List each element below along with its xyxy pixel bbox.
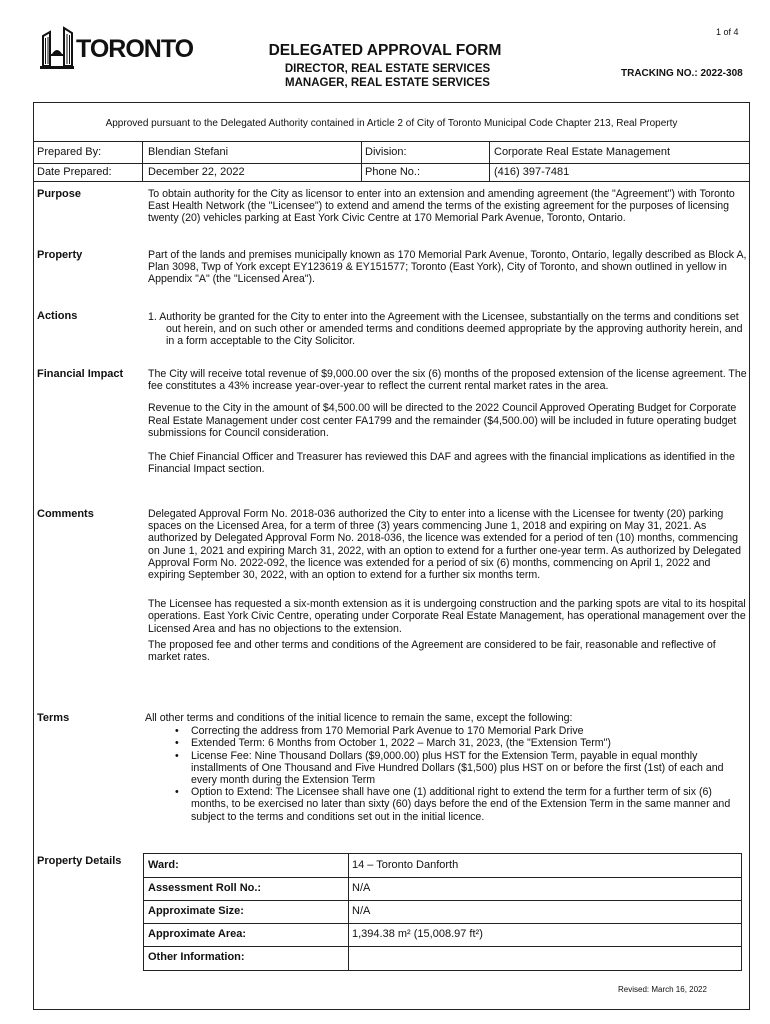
form-title: DELEGATED APPROVAL FORM	[268, 42, 502, 59]
table-row	[144, 854, 741, 877]
date-prepared-value: December 22, 2022	[148, 166, 245, 178]
terms-intro: All other terms and conditions of the initial licence to remain the same, except the following:	[145, 712, 573, 724]
approval-authority-text: Approved pursuant to the Delegated Authority contained in Article 2 of City of Toronto Municipal Code Chapter 213, Real Property	[105, 118, 678, 129]
phone-value: (416) 397-7481	[494, 166, 570, 178]
list-item: • Extended Term: 6 Months from October 1, 2022 – March 31, 2023, (the "Extension Term")	[175, 737, 750, 749]
divider	[142, 141, 143, 181]
divider	[361, 141, 362, 181]
terms-label: Terms	[37, 712, 70, 724]
details-key: Other Information:	[148, 951, 245, 963]
action-item: 1. Authority be granted for the City to enter into the Agreement with the Licensee, substantially on the terms and conditions set out herein, and on such other or amended terms and conditions deemed appropriate by the approving authority herein, and in a form acceptable to the City Solicitor.	[148, 311, 743, 348]
financial-paragraph: The Chief Financial Officer and Treasurer has reviewed this DAF and agrees with the financial implications as identified in the Financial Impact section.	[148, 451, 735, 476]
financial-paragraph: The City will receive total revenue of $9,000.00 over the six (6) months of the proposed extension of the license agreement. The fee constitutes a 43% increase year-over-year to reflect the current rental market rates in the area.	[148, 368, 747, 393]
comments-paragraph: The Licensee has requested a six-month extension as it is undergoing construction and the parking spots are vital to its hospital operations. East York Civic Centre, operating under Corporate Real Estate Management, has operational management over the Licensed Area and has no objections to the extension.	[148, 598, 746, 635]
details-key: Assessment Roll No.:	[148, 882, 262, 894]
subtitle-manager: MANAGER, REAL ESTATE SERVICES	[285, 77, 490, 89]
revised-date: Revised: March 16, 2022	[618, 985, 707, 994]
table-row	[144, 900, 741, 923]
details-value: N/A	[352, 882, 371, 894]
terms-list	[145, 725, 750, 823]
details-key: Ward:	[148, 859, 179, 871]
details-value: N/A	[352, 905, 371, 917]
division-label: Division:	[365, 146, 407, 158]
divider	[489, 141, 490, 181]
table-row	[144, 877, 741, 900]
details-value: 1,394.38 m² (15,008.97 ft²)	[352, 928, 483, 940]
prepared-by-label: Prepared By:	[37, 146, 102, 158]
form-subtitle	[255, 62, 520, 90]
prepared-by-value: Blendian Stefani	[148, 146, 229, 158]
actions-label: Actions	[37, 310, 78, 322]
purpose-label: Purpose	[37, 188, 82, 200]
page-number: 1 of 4	[716, 27, 739, 37]
financial-impact-label: Financial Impact	[37, 368, 124, 380]
tracking-number: TRACKING NO.: 2022-308	[621, 68, 743, 79]
divider	[33, 141, 750, 142]
comments-text	[148, 508, 748, 673]
subtitle-director: DIRECTOR, REAL ESTATE SERVICES	[284, 63, 491, 75]
comments-paragraph: Delegated Approval Form No. 2018-036 authorized the City to enter into a license with the Licensee for twenty (20) parking spaces on the Licensed Area, for a term of three (3) years commencing June 1, 2018 and expiring on May 31, 2021. As authorized by Delegated Approval Form No. 2018-036, the licence was extended for a period of ten (10) months, commencing on June 1, 2021 and expiring March 31, 2022, with an option to extend for a further one-year term. As authorized by Delegated Approval Form No. 2022-092, the licence was extended for a period of six (6) months, commencing on April 1, 2022 and expiring September 30, 2022, with an option to extend for a further six months term.	[148, 508, 742, 582]
financial-impact-text	[148, 368, 748, 485]
date-prepared-label: Date Prepared:	[37, 166, 112, 178]
purpose-text	[148, 188, 748, 235]
phone-label: Phone No.:	[365, 166, 421, 178]
divider	[33, 181, 750, 182]
division-value: Corporate Real Estate Management	[494, 146, 671, 158]
comments-label: Comments	[37, 508, 94, 520]
details-key: Approximate Size:	[148, 905, 244, 917]
actions-text	[148, 311, 748, 358]
financial-paragraph: Revenue to the City in the amount of $4,500.00 will be directed to the 2022 Council Approved Operating Budget for Corporate Real Estate Management under cost center FA1799 and the remainder ($4,500.00) will be included in future operating budget submissions for Council consideration.	[148, 402, 737, 439]
divider	[33, 163, 750, 164]
table-row	[144, 946, 741, 969]
terms-text	[145, 712, 750, 823]
purpose-paragraph: To obtain authority for the City as licensor to enter into an extension and amending agreement (the "Agreement") with Toronto East Health Network (the "Licensee") to extend and amend the terms of the existing agreement for the purposes of licensing twenty (20) vehicles parking at East York Civic Centre at 170 Memorial Park Avenue, Toronto, Ontario.	[148, 188, 735, 225]
property-details-table	[143, 853, 742, 971]
list-item: • Option to Extend: The Licensee shall have one (1) additional right to extend the term for a further term of six (6) months, to be exercised no later than sixty (60) days before the end of the Extension Term in the same manner and subject to the terms and conditions set out in the initial licence.	[175, 786, 750, 823]
property-details-label: Property Details	[37, 855, 122, 867]
property-text	[148, 249, 748, 296]
list-item: • Correcting the address from 170 Memorial Park Avenue to 170 Memorial Park Drive	[175, 725, 750, 737]
property-paragraph: Part of the lands and premises municipally known as 170 Memorial Park Avenue, Toronto, Ontario, legally described as Block A, Plan 3098, Twp of York except EY123619 & EY151577; Toronto (East York), City of Toronto, and shown outlined in yellow in Appendix "A" (the "Licensed Area").	[148, 249, 747, 286]
table-row	[144, 923, 741, 946]
details-key: Approximate Area:	[148, 928, 247, 940]
list-item: • License Fee: Nine Thousand Dollars ($9,000.00) plus HST for the Extension Term, payable in equal monthly installments of One Thousand and Five Hundred Dollars ($1,500) plus HST on or before the first (1st) of each and every month during the Extension Term	[175, 750, 750, 787]
comments-paragraph: The proposed fee and other terms and conditions of the Agreement are considered to be fair, reasonable and reflective of market rates.	[148, 638, 716, 664]
details-value: 14 – Toronto Danforth	[352, 859, 459, 871]
property-label: Property	[37, 249, 83, 261]
logo-wordmark: TORONTO	[76, 35, 194, 63]
